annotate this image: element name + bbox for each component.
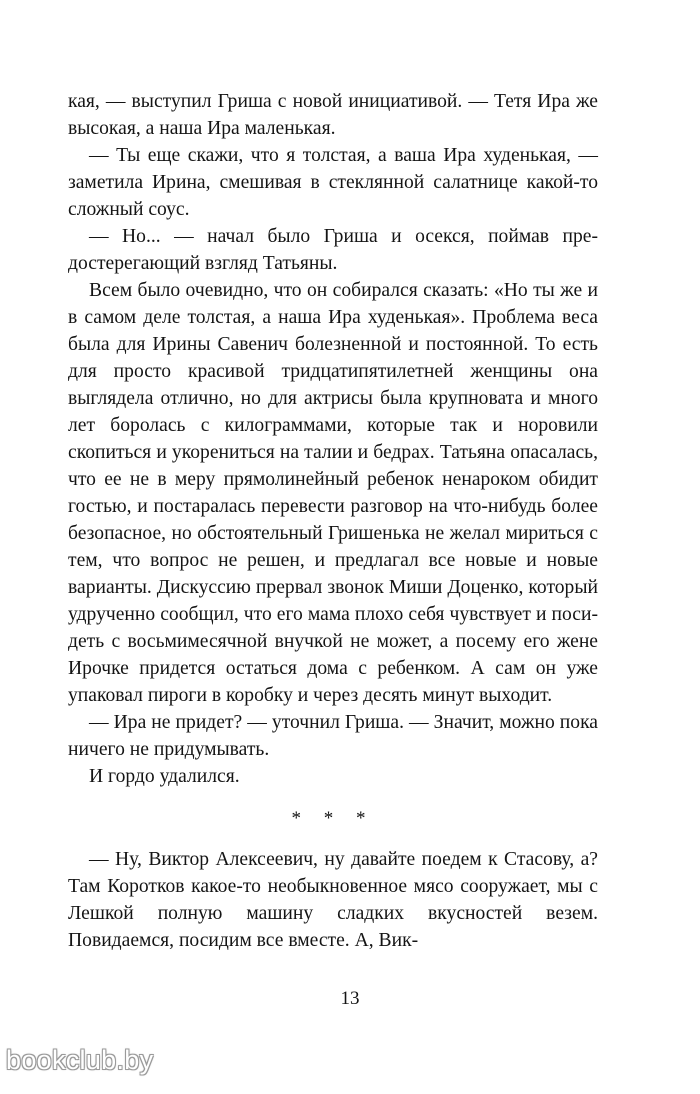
- paragraph-5: — Ира не придет? — уточнил Гриша. — Значит, можно пока ничего не придумывать.: [68, 712, 598, 760]
- paragraph-6: И гордо удалился.: [89, 766, 240, 787]
- page-number: 13: [340, 988, 360, 1009]
- paragraph-7: — Ну, Виктор Алексеевич, ну давайте поедем к Стасову, а? Там Коротков какое-то необыкновенное мясо сооружает, мы с Лешкой полную машину сладких вкусностей везем. Повидаемся, посидим все вместе. А, Вик-: [68, 849, 598, 951]
- paragraph-3: — Но... — начал было Гриша и осекся, поймав предостерегающий взгляд Татьяны.: [68, 226, 598, 274]
- watermark-logo: bookclub.by: [6, 1045, 154, 1075]
- section-separator: * * *: [291, 808, 375, 829]
- paragraph-4: Всем было очевидно, что он собирался сказать: «Но ты же и в самом деле толстая, а наша Ира худенькая». Проблема веса была для Ирины Савенич болезненной и постоянной. То есть для просто красивой тридцатипятилетней женщины она выглядела отлично, но для актрисы была крупновата и много лет боролась с килограммами, которые так и норовили скопиться и укорениться на талии и бедрах. Татьяна опасалась, что ее не в меру прямолинейный ребенок ненароком обидит гостью, и постаралась перевести разговор на что-нибудь более безопасное, но обстоятельный Гришенька не желал мириться с тем, что вопрос не решен, и предлагал все новые и новые варианты. Дискуссию прервал звонок Миши Доценко, который удрученно сообщил, что его мама плохо себя чувствует и посидеть с восьмимесячной внучкой не может, а посему его жене Ирочке придется остаться дома с ребенком. А сам он уже упаковал пироги в коробку и через десять минут выходит.: [68, 280, 598, 706]
- paragraph-1: кая, — выступил Гриша с новой инициативой. — Тетя Ира же высокая, а наша Ира маленькая.: [68, 91, 598, 139]
- paragraph-2: — Ты еще скажи, что я толстая, а ваша Ира худенькая, — заметила Ирина, смешивая в стеклянной салатнице какой-то сложный соус.: [68, 145, 598, 220]
- book-page-text: [68, 88, 598, 954]
